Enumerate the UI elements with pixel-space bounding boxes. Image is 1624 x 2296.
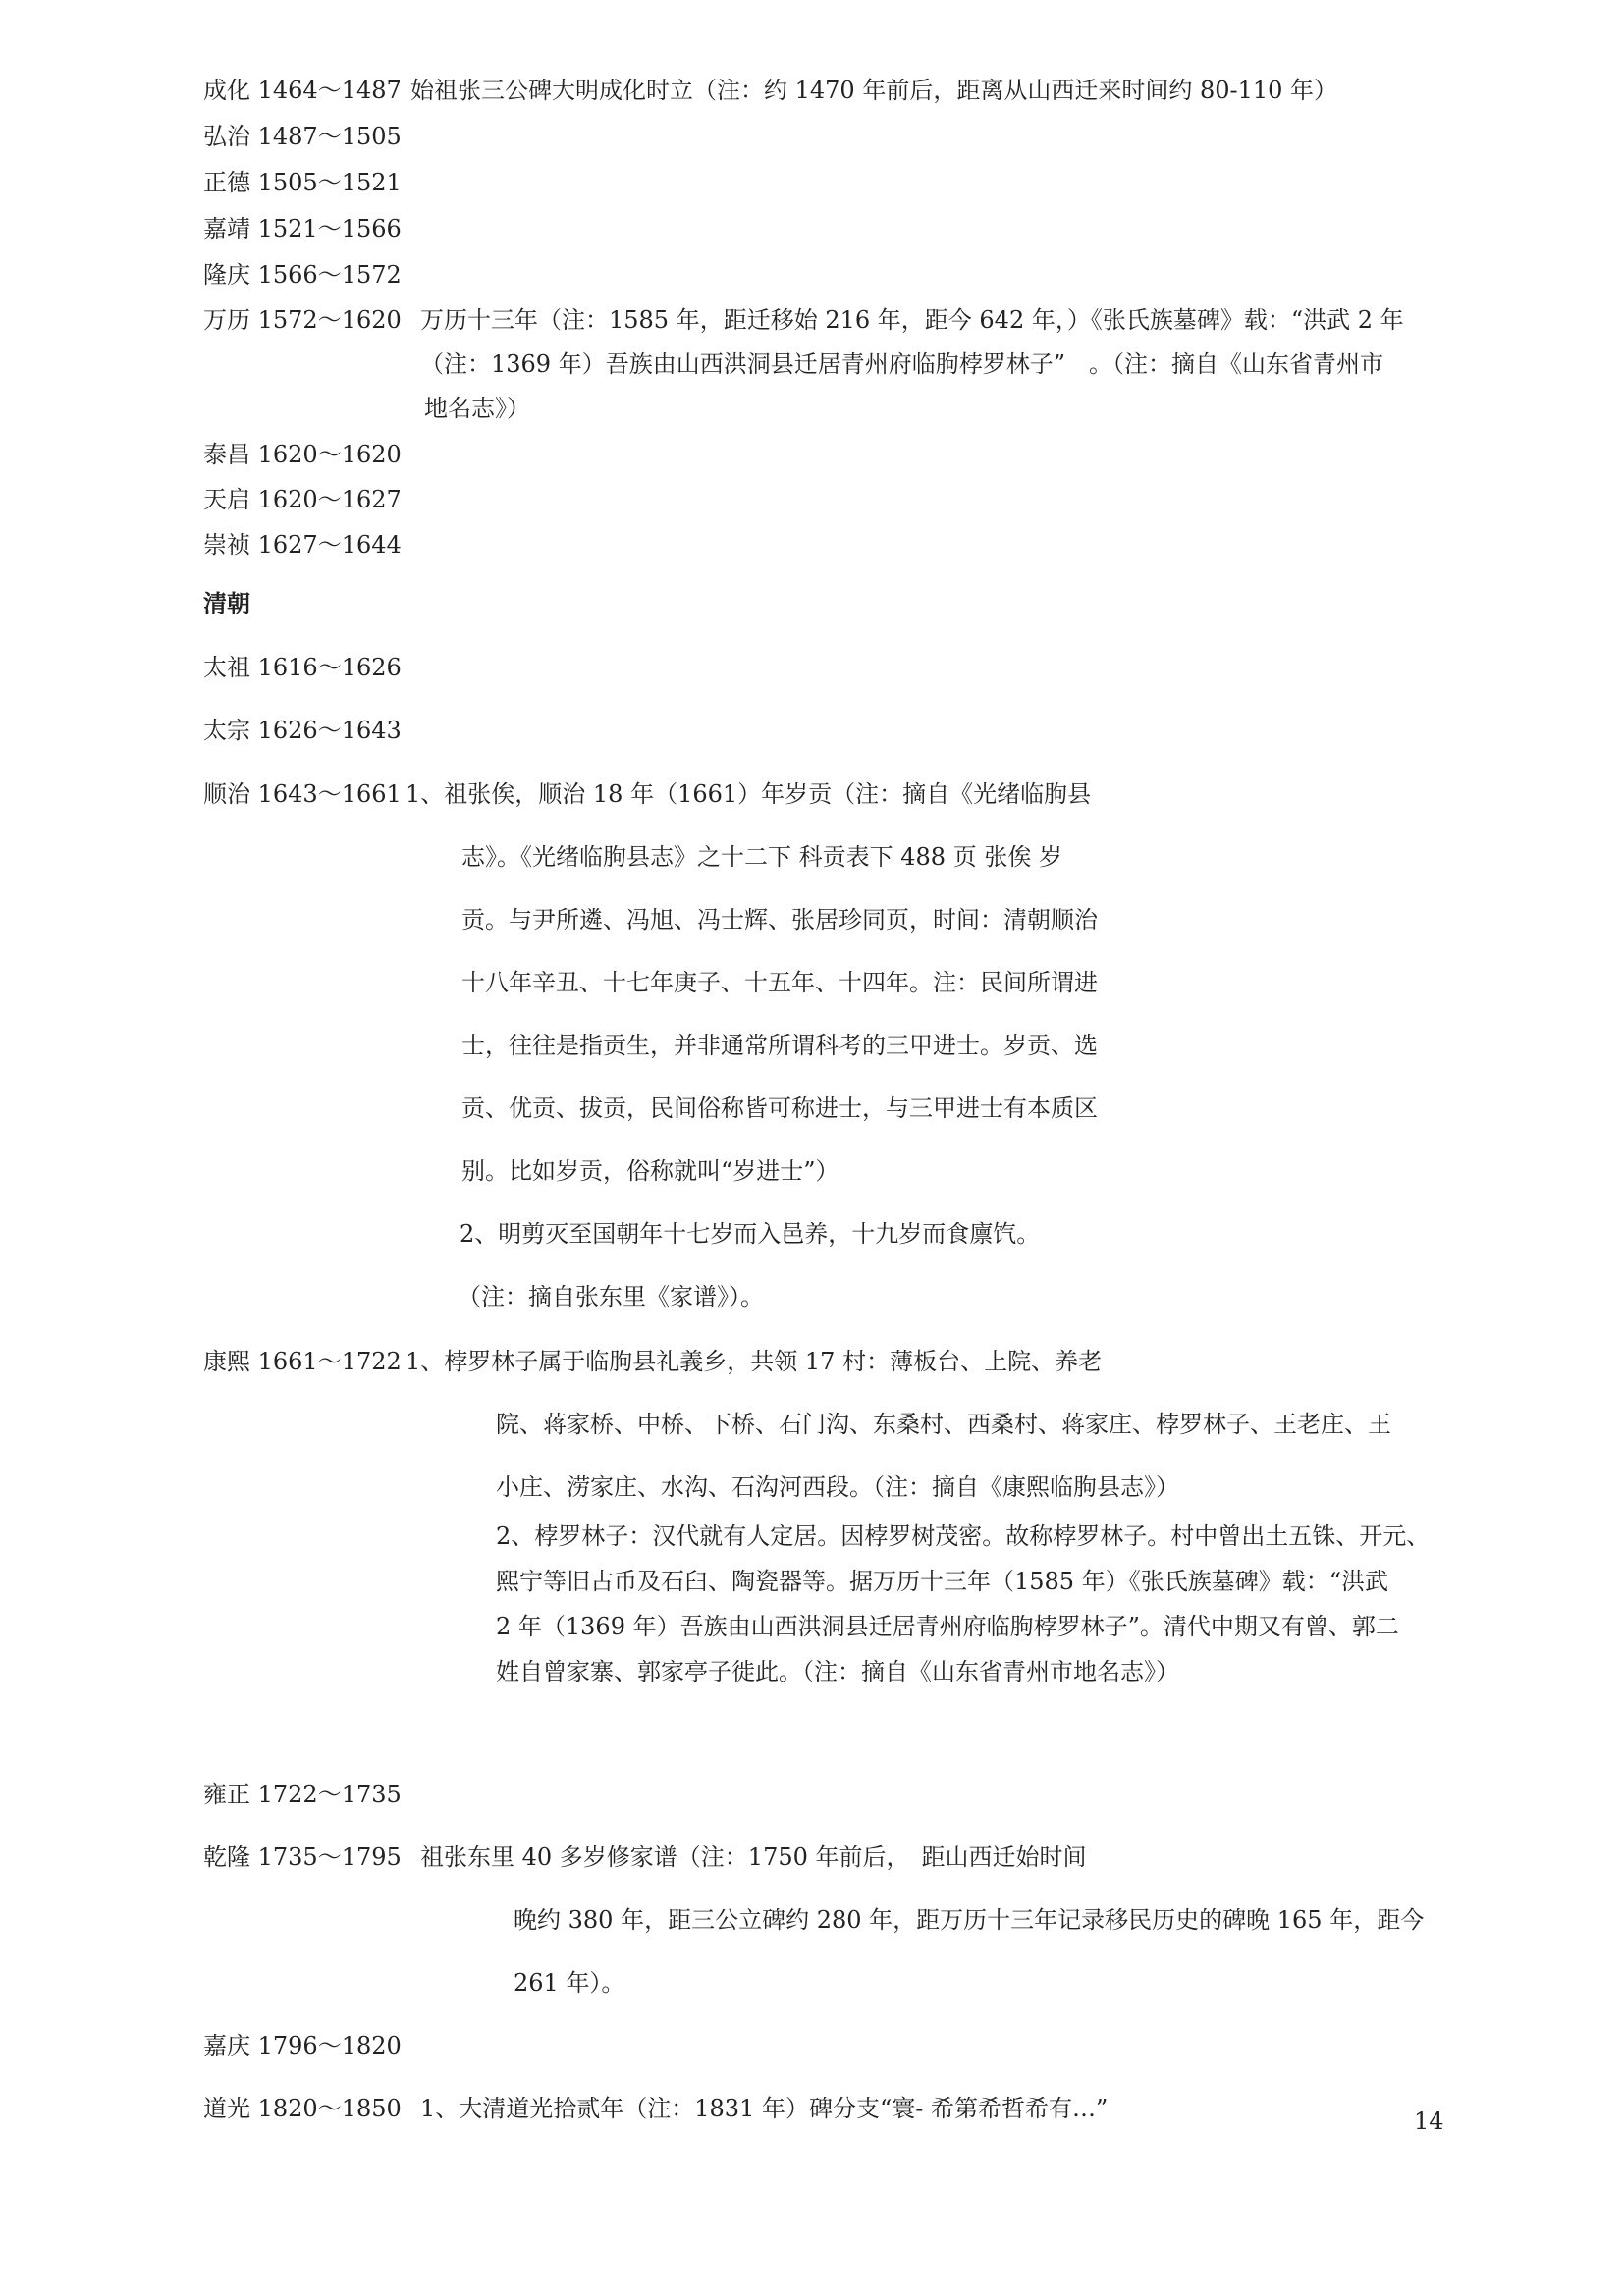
reign-jiaqing: 嘉庆 1796～1820 [203,2032,402,2059]
page-number: 14 [1414,2108,1444,2135]
reign-taichang: 泰昌 1620～1620 [203,441,402,468]
reign-zhengde: 正德 1505～1521 [203,169,402,196]
reign-longqing: 隆庆 1566～1572 [203,261,402,289]
reign-kangxi: 康熙 1661～1722 [203,1348,402,1375]
reign-jiajing: 嘉靖 1521～1566 [203,215,402,242]
reign-yongzheng: 雍正 1722～1735 [203,1781,402,1808]
reign-daoguang: 道光 1820～1850 [203,2095,402,2122]
reign-qianlong: 乾隆 1735～1795 [203,1843,402,1871]
entry-wanli-line: 地名志》） [424,395,530,422]
entry-wanli-line: 万历十三年（注：1585 年，距迁移始 216 年，距今 642 年，）《张氏族墓碑》载：“洪武 2 年 [420,306,1404,334]
entry-daoguang-line: 1、大清道光拾贰年（注：1831 年）碑分支“寰- 希第希哲希有…” [420,2095,1109,2122]
entry-kangxi-line: 姓自曾家寨、郭家亭子徙此。（注：摘自《山东省青州市地名志》） [496,1658,1179,1685]
reign-wanli: 万历 1572～1620 [203,306,402,334]
reign-chongzhen: 崇祯 1627～1644 [203,531,402,559]
section-heading-qing: 清朝 [203,590,250,617]
entry-kangxi-line: 1、桲罗林子属于临朐县礼義乡，共领 17 村：薄板台、上院、养老 [406,1348,1103,1375]
reign-taizong: 太宗 1626～1643 [203,717,402,744]
entry-shunzhi-line: 1、祖张俟，顺治 18 年（1661）年岁贡（注：摘自《光绪临朐县 [406,780,1092,808]
reign-shunzhi: 顺治 1643～1661 [203,780,402,808]
entry-shunzhi-line: 别。比如岁贡，俗称就叫“岁进士”） [461,1157,839,1185]
entry-qianlong-line: 祖张东里 40 多岁修家谱（注：1750 年前后， 距山西迁始时间 [420,1843,1087,1871]
entry-kangxi-line: 2 年（1369 年）吾族由山西洪洞县迁居青州府临朐桲罗林子”。清代中期又有曾、郭二 [496,1613,1399,1640]
entry-shunzhi-line: 志》。《光绪临朐县志》之十二下 科贡表下 488 页 张俟 岁 [461,843,1062,871]
entry-shunzhi-line: 贡、优贡、拔贡，民间俗称皆可称进士，与三甲进士有本质区 [461,1095,1098,1122]
entry-kangxi-line: 2、桲罗林子：汉代就有人定居。因桲罗树茂密。故称桲罗林子。村中曾出土五铢、开元、 [496,1522,1431,1550]
entry-shunzhi-line: （注：摘自张东里《家谱》）。 [458,1283,764,1310]
entry-qianlong-line: 晚约 380 年，距三公立碑约 280 年，距万历十三年记录移民历史的碑晚 165 年，距今 [514,1906,1425,1934]
reign-taizu: 太祖 1616～1626 [203,654,402,681]
reign-hongzhi: 弘治 1487～1505 [203,123,402,150]
entry-shunzhi-line: 2、明剪灭至国朝年十七岁而入邑养，十九岁而食廪饩。 [460,1220,1041,1248]
entry-chenghua: 始祖张三公碑大明成化时立（注：约 1470 年前后，距离从山西迁来时间约 80-110 年） [410,77,1338,104]
entry-qianlong-line: 261 年）。 [514,1969,625,1997]
reign-tianqi: 天启 1620～1627 [203,486,402,513]
reign-chenghua: 成化 1464～1487 [203,77,402,104]
entry-kangxi-line: 小庄、涝家庄、水沟、石沟河西段。（注：摘自《康熙临朐县志》） [496,1473,1179,1501]
entry-shunzhi-line: 贡。与尹所遴、冯旭、冯士辉、张居珍同页，时间：清朝顺治 [461,906,1098,934]
entry-wanli-line: （注：1369 年）吾族由山西洪洞县迁居青州府临朐桲罗林子” 。（注：摘自《山东省青州市 [420,350,1383,378]
entry-kangxi-line: 熙宁等旧古币及石臼、陶瓷器等。据万历十三年（1585 年）《张氏族墓碑》载：“洪武 [496,1568,1388,1595]
entry-shunzhi-line: 士，往往是指贡生，并非通常所谓科考的三甲进士。岁贡、选 [461,1032,1098,1059]
entry-kangxi-line: 院、蒋家桥、中桥、下桥、石门沟、东桑村、西桑村、蒋家庄、桲罗林子、王老庄、王 [496,1411,1391,1438]
entry-shunzhi-line: 十八年辛丑、十七年庚子、十五年、十四年。注：民间所谓进 [461,969,1098,996]
